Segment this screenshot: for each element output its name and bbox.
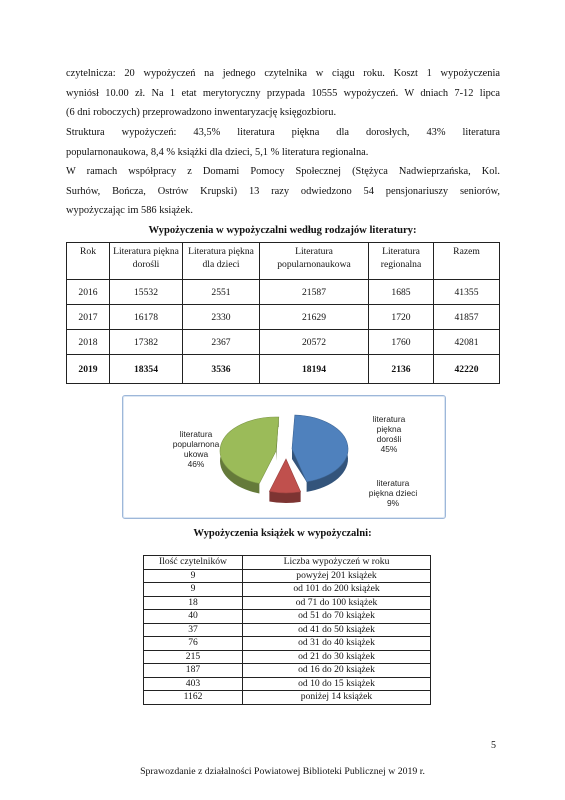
loans-distribution-table <box>143 555 431 705</box>
paragraph-structure <box>66 123 500 162</box>
table-row <box>67 330 500 355</box>
table-cell: 2551 <box>183 280 260 305</box>
table-cell: 215 <box>144 650 243 664</box>
text-line: wyniósł 10.00 zł. Na 1 etat merytoryczny przypada 10555 wypożyczeń. W dniach 7-12 lipca <box>66 87 500 99</box>
literature-loans-table <box>66 242 500 384</box>
table-cell: 40 <box>144 610 243 624</box>
table-row <box>144 596 431 610</box>
table-cell: od 21 do 30 książek <box>243 650 431 664</box>
table-row <box>144 650 431 664</box>
table-row <box>144 623 431 637</box>
column-header: Literatura piękna dorośli <box>110 243 183 280</box>
table-cell: 9 <box>144 583 243 597</box>
label-text: literatura <box>372 414 406 424</box>
table-row <box>144 677 431 691</box>
table-cell: 42220 <box>434 355 500 384</box>
table-header-row <box>144 556 431 570</box>
table-cell: od 31 do 40 książek <box>243 637 431 651</box>
label-text: literatura <box>376 478 410 488</box>
table-cell: 41355 <box>434 280 500 305</box>
column-header: Ilość czytelników <box>144 556 243 570</box>
slice-label-adult <box>359 414 419 454</box>
table-cell: od 71 do 100 książek <box>243 596 431 610</box>
label-text: ukowa <box>183 449 209 459</box>
label-text: 45% <box>380 444 398 454</box>
table-cell: 76 <box>144 637 243 651</box>
table-cell: 21587 <box>260 280 369 305</box>
table-row <box>144 637 431 651</box>
label-text: literatura <box>179 429 213 439</box>
table-cell: od 10 do 15 książek <box>243 677 431 691</box>
table-cell: od 101 do 200 książek <box>243 583 431 597</box>
paragraph-cooperation <box>66 162 500 221</box>
column-header: Razem <box>434 243 500 280</box>
table-row <box>67 280 500 305</box>
table-cell: 1720 <box>369 305 434 330</box>
table1-caption: Wypożyczenia w wypożyczalni według rodzajów literatury: <box>148 225 417 236</box>
table-cell: od 41 do 50 książek <box>243 623 431 637</box>
table-cell: 1760 <box>369 330 434 355</box>
label-text: piękna <box>376 424 402 434</box>
table-cell: poniżej 14 książek <box>243 691 431 705</box>
text-line: czytelnicza: 20 wypożyczeń na jednego czytelnika w ciągu roku. Koszt 1 wypożyczenia <box>66 68 500 79</box>
pie-chart <box>122 395 446 519</box>
slice-label-popular <box>161 429 231 469</box>
table-cell: 16178 <box>110 305 183 330</box>
table2-caption: Wypożyczenia książek w wypożyczalni: <box>193 528 372 539</box>
table-cell: 17382 <box>110 330 183 355</box>
page-footer: Sprawozdanie z działalności Powiatowej Biblioteki Publicznej w 2019 r. <box>140 766 425 777</box>
table-cell: 2017 <box>67 305 110 330</box>
table-cell: 20572 <box>260 330 369 355</box>
table-row <box>144 569 431 583</box>
table-cell: 2367 <box>183 330 260 355</box>
table-cell: 3536 <box>183 355 260 384</box>
table-cell: od 16 do 20 książek <box>243 664 431 678</box>
table-cell: powyżej 201 książek <box>243 569 431 583</box>
table-cell: 42081 <box>434 330 500 355</box>
table-cell: 41857 <box>434 305 500 330</box>
label-text: dorośli <box>376 434 402 444</box>
table-header-row <box>67 243 500 280</box>
table-cell: 21629 <box>260 305 369 330</box>
column-header: Literatura popularnonaukowa <box>260 243 369 280</box>
table-cell: 2018 <box>67 330 110 355</box>
column-header: Liczba wypożyczeń w roku <box>243 556 431 570</box>
label-text: piękna dzieci <box>368 488 418 498</box>
table-cell: 37 <box>144 623 243 637</box>
table-row <box>144 691 431 705</box>
table-row <box>144 664 431 678</box>
page-number: 5 <box>491 740 496 751</box>
table-cell: 18 <box>144 596 243 610</box>
table-cell: 2330 <box>183 305 260 330</box>
paragraph-statistics <box>66 64 500 123</box>
table-row <box>144 610 431 624</box>
table-cell: 18354 <box>110 355 183 384</box>
table-row <box>144 583 431 597</box>
table-row <box>67 355 500 384</box>
table-cell: 1685 <box>369 280 434 305</box>
table-cell: 2016 <box>67 280 110 305</box>
text-line: Surhów, Bończa, Ostrów Krupski) 13 razy odwiedzono 54 pensjonariuszy seniorów, <box>66 185 500 197</box>
table-cell: 9 <box>144 569 243 583</box>
table-cell: 403 <box>144 677 243 691</box>
column-header: Literatura regionalna <box>369 243 434 280</box>
table-cell: 2019 <box>67 355 110 384</box>
label-text: popularnona <box>172 439 220 449</box>
column-header: Literatura piękna dla dzieci <box>183 243 260 280</box>
table-cell: 1162 <box>144 691 243 705</box>
table-cell: 18194 <box>260 355 369 384</box>
text-line: Struktura wypożyczeń: 43,5% literatura piękna dla dorosłych, 43% literatura <box>66 127 500 138</box>
text-line: (6 dni roboczych) przeprowadzono inwentaryzację księgozbioru. <box>66 107 337 118</box>
table-cell: 15532 <box>110 280 183 305</box>
text-line: W ramach współpracy z Domami Pomocy Społecznej (Stężyca Nadwieprzańska, Kol. <box>66 166 500 177</box>
label-text: 9% <box>386 498 400 508</box>
table-cell: 187 <box>144 664 243 678</box>
text-line: popularnonaukowa, 8,4 % książki dla dzieci, 5,1 % literatura regionalna. <box>66 146 369 158</box>
table-row <box>67 305 500 330</box>
table-cell: 2136 <box>369 355 434 384</box>
text-line: wypożyczając im 586 książek. <box>66 205 193 216</box>
label-text: 46% <box>187 459 205 469</box>
column-header: Rok <box>67 243 110 280</box>
slice-label-kids <box>357 478 429 508</box>
table-cell: od 51 do 70 książek <box>243 610 431 624</box>
